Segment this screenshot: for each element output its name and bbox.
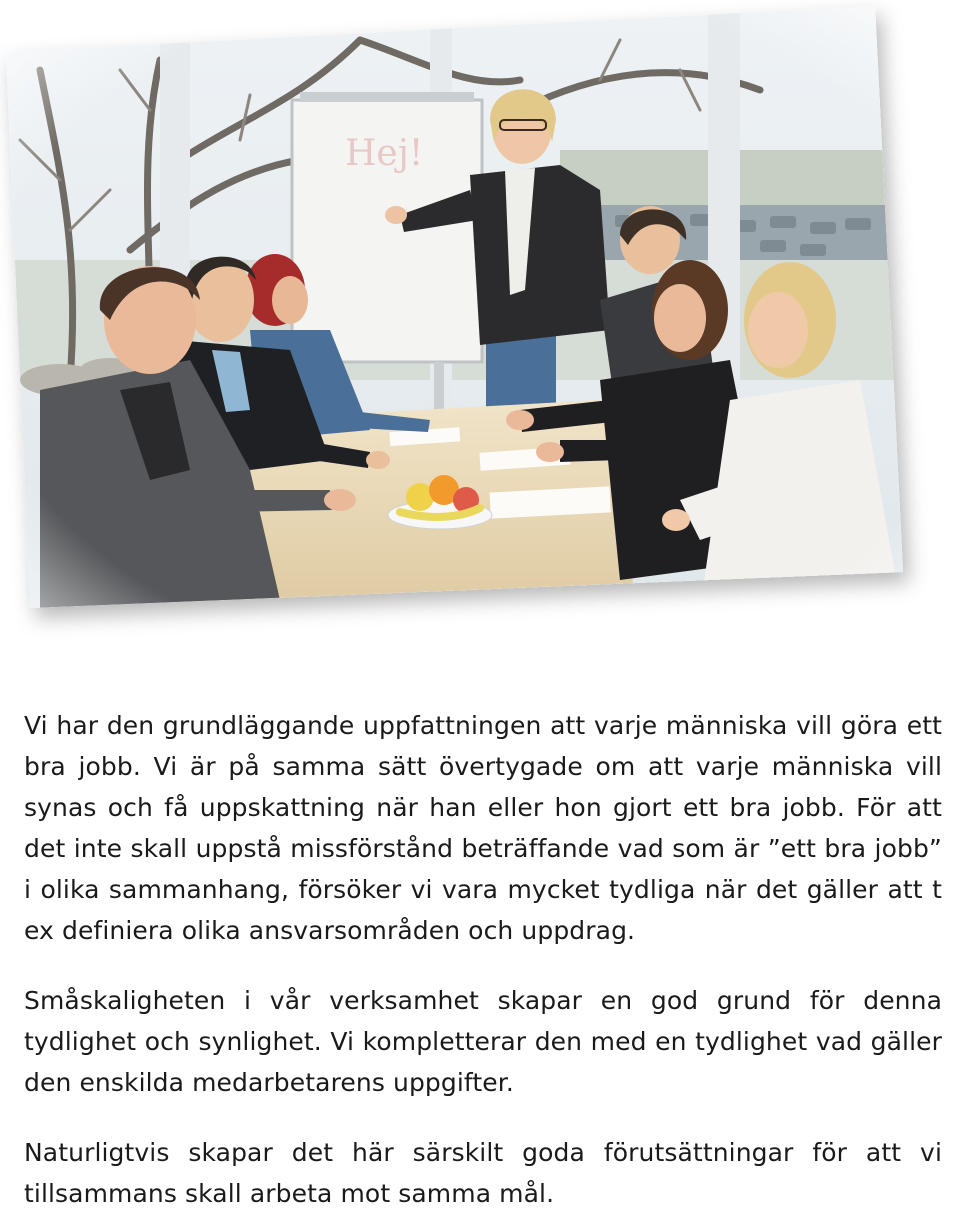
- paragraph-3: Naturligtvis skapar det här särskilt goda förutsättningar för att vi tillsammans skall arbeta mot samma mål.: [24, 1138, 942, 1208]
- body-text: [24, 705, 942, 1214]
- paragraph-2: Småskaligheten i vår verksamhet skapar en god grund för denna tydlighet och synlighet. Vi kompletterar den med en tydlighet vad gäller den enskilda medarbetarens uppgifter.: [24, 986, 942, 1097]
- paragraph-1: Vi har den grundläggande uppfattningen att varje människa vill göra ett bra jobb. Vi är på samma sätt övertygade om att varje människa vill synas och få uppskattning när han eller hon gjort ett bra jobb. För att det inte skall uppstå missförstånd beträffande vad som är ”ett bra jobb” i olika sammanhang, försöker vi vara mycket tydliga när det gäller att t ex definiera olika ansvarsområden och uppdrag.: [24, 711, 942, 945]
